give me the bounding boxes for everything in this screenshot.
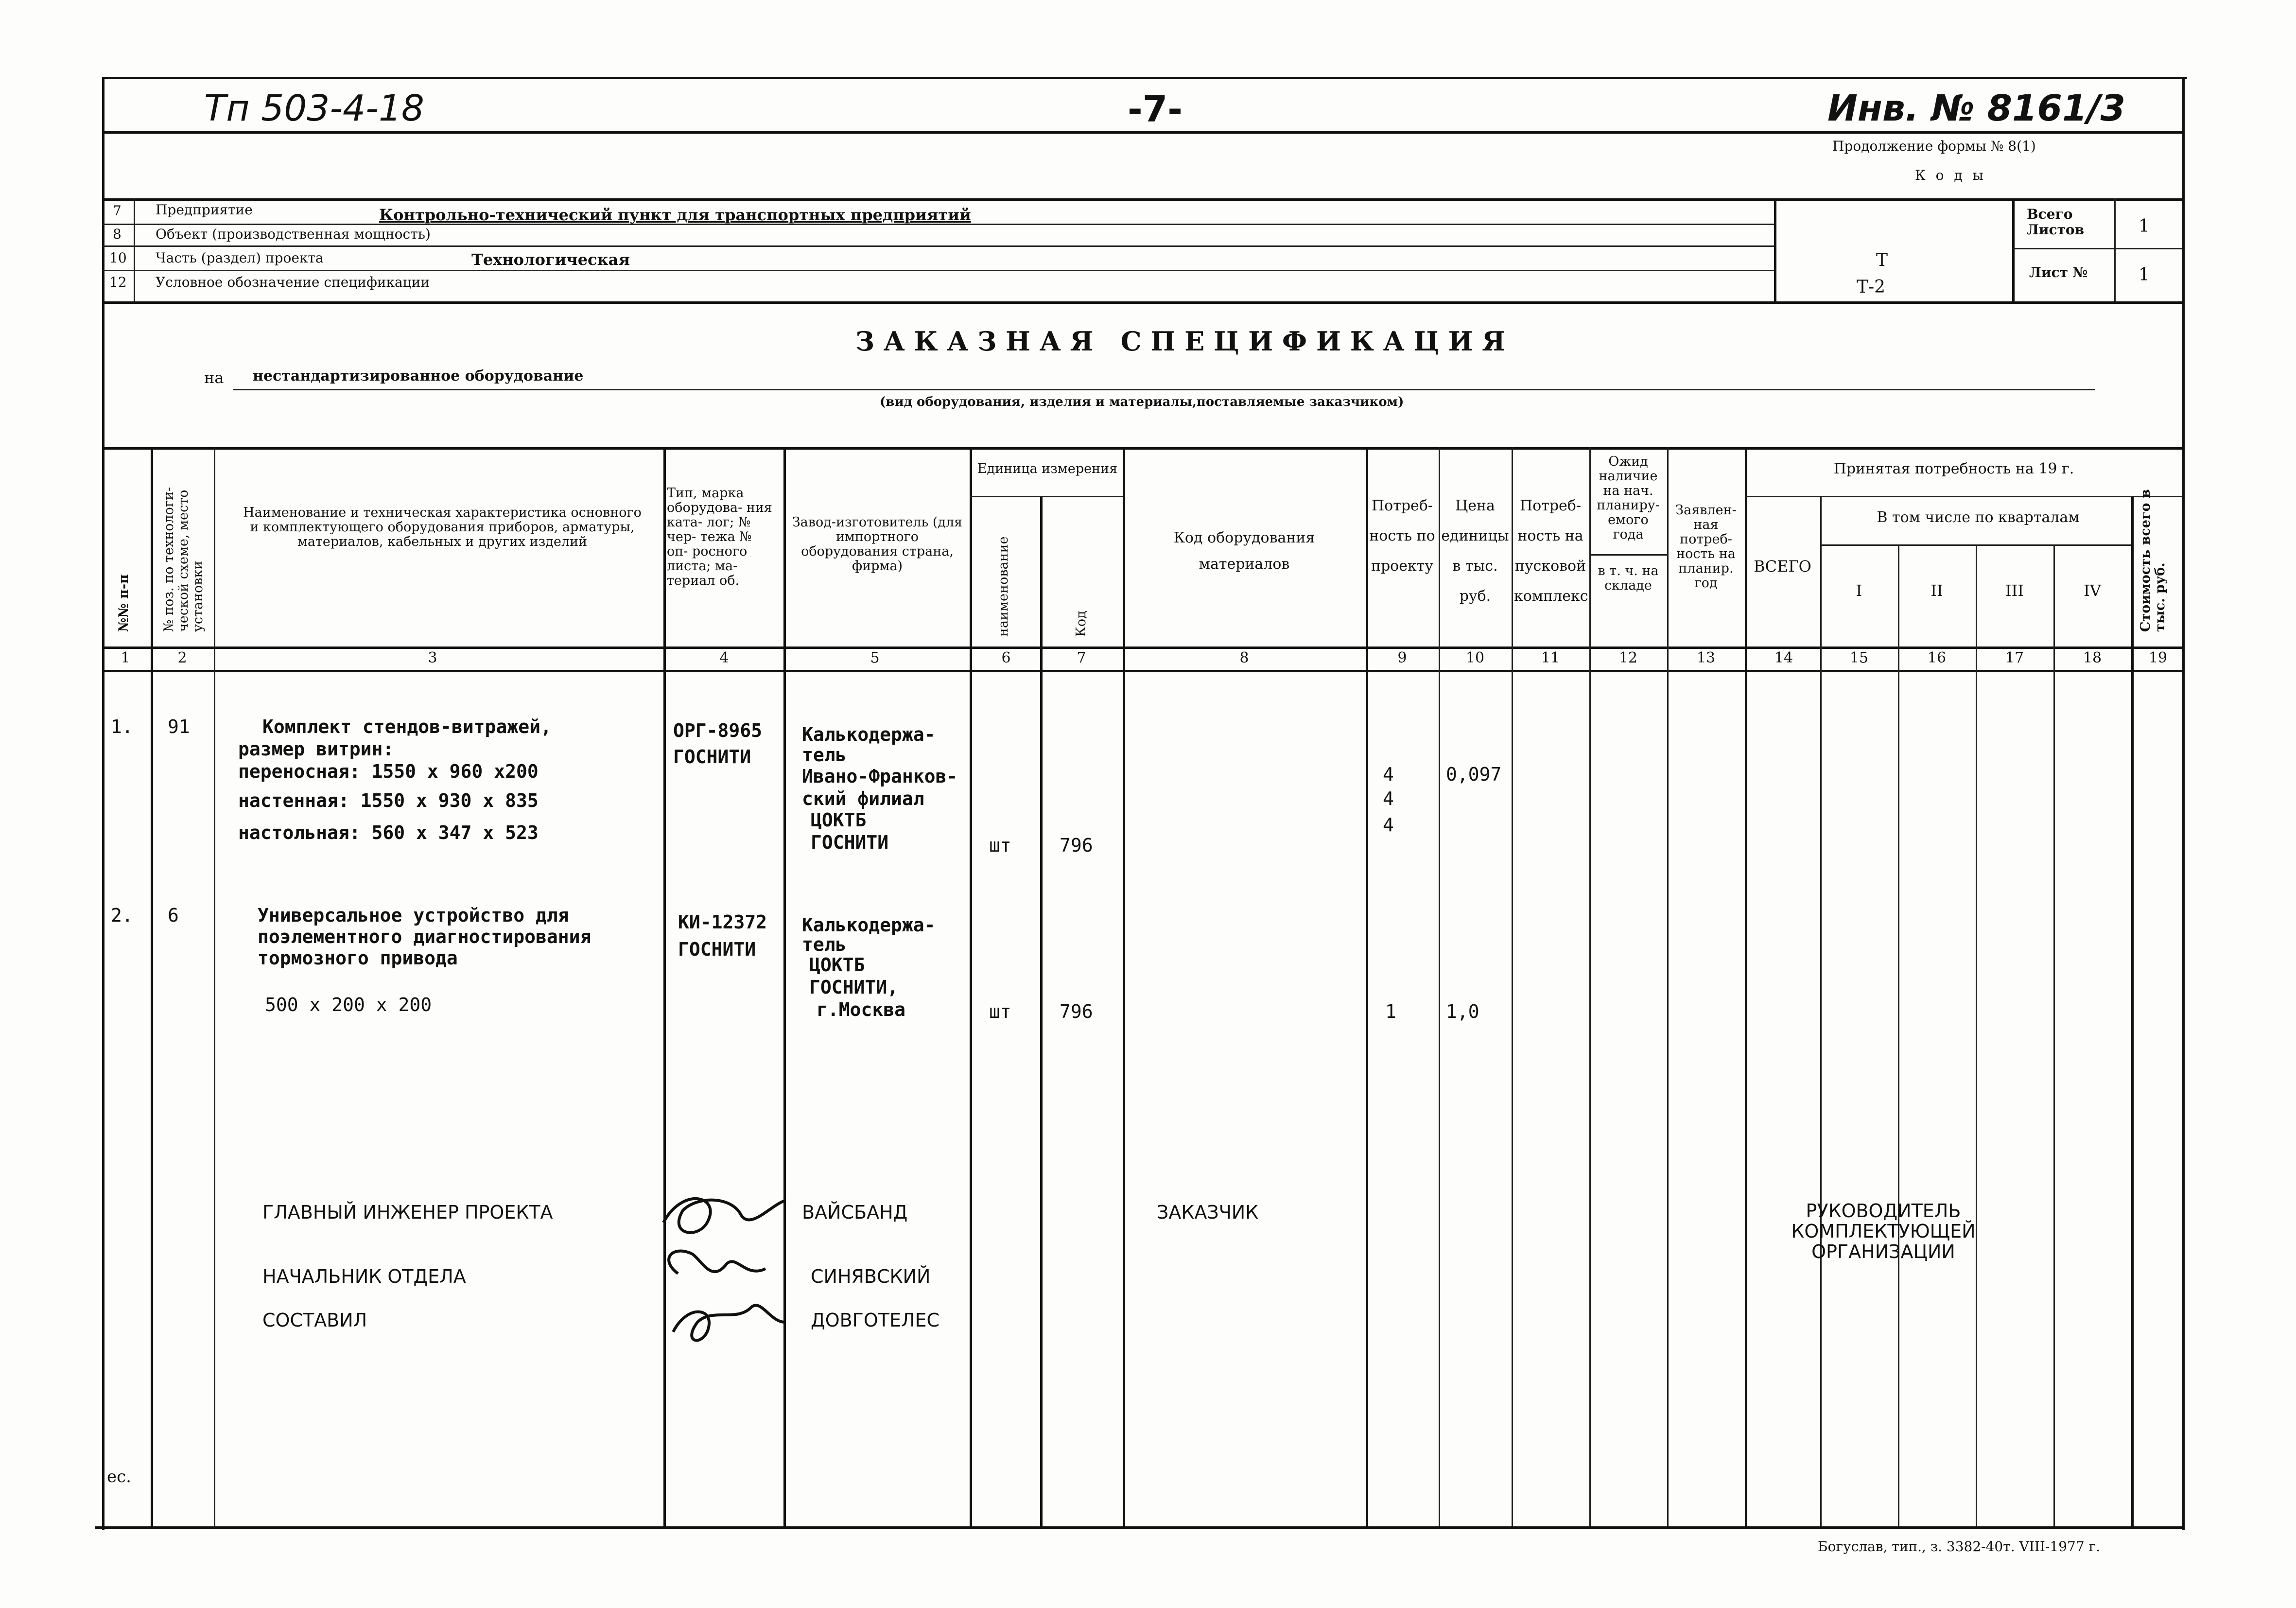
col-header-q4: IV <box>2084 581 2101 600</box>
row-quantity: 4 <box>1383 764 1394 785</box>
meta-row-label: Часть (раздел) проекта <box>156 250 324 266</box>
col-header-expected: Ожид наличие на нач. планиру- емого года <box>1597 454 1660 542</box>
col-header-cost: Стоимость всего в тыс. руб. <box>2138 489 2168 632</box>
column-number: 10 <box>1465 649 1485 666</box>
form-continuation: Продолжение формы № 8(1) <box>1832 138 2036 154</box>
meta-row-num: 7 <box>113 203 122 219</box>
col-header-startup-demand: Потреб- ность на пусковой комплекс <box>1514 497 1588 605</box>
col-header-q2: II <box>1931 581 1943 600</box>
compiler-label: СОСТАВИЛ <box>262 1310 367 1331</box>
row-name-line: 500 х 200 х 200 <box>265 994 432 1015</box>
column-number: 3 <box>428 649 437 666</box>
col-header-price: Цена единицы в тыс. руб. <box>1441 497 1509 605</box>
column-number: 4 <box>719 649 729 666</box>
column-number: 5 <box>870 649 880 666</box>
handwritten-signatures <box>654 1176 795 1381</box>
inventory-number: Инв. № 8161/3 <box>1827 87 2126 129</box>
document-title: З А К А З Н А Я С П Е Ц И Ф И К А Ц И Я <box>855 326 1505 357</box>
col-header-accepted-group: Принятая потребность на 19 г. <box>1833 460 2074 477</box>
col-header-demand: Потреб- ность по проекту <box>1369 497 1435 575</box>
sheets-total-label: Всего Листов <box>2027 206 2085 238</box>
row-position: 6 <box>168 905 179 926</box>
meta-row-label: Условное обозначение спецификации <box>156 274 430 290</box>
row-name-line: настенная: 1550 х 930 х 835 <box>238 790 539 811</box>
row-quantity: 4 <box>1383 814 1394 836</box>
spec-on-prefix: на <box>204 368 224 387</box>
compiler-name: ДОВГОТЕЛЕС <box>811 1310 940 1331</box>
column-number: 14 <box>1774 649 1793 666</box>
meta-row-num: 12 <box>109 274 127 290</box>
row-type-line: КИ-12372 <box>678 911 767 933</box>
row-type-line: ГОСНИТИ <box>678 939 756 960</box>
row-maker-line: тель <box>802 934 847 955</box>
meta-row-num: 8 <box>113 226 122 242</box>
col-header-unit-name: наименование <box>996 536 1011 637</box>
spec-code: Т-2 <box>1857 277 1886 297</box>
row-price: 1,0 <box>1446 1001 1479 1022</box>
row-maker-line: ГОСНИТИ <box>811 832 889 853</box>
supplier-head-label: РУКОВОДИТЕЛЬ КОМПЛЕКТУЮЩЕЙ ОРГАНИЗАЦИИ <box>1791 1200 1976 1262</box>
row-name-line: переносная: 1550 х 960 х200 <box>238 761 539 782</box>
row-maker-line: ГОСНИТИ, <box>809 977 899 998</box>
row-maker-line: Калькодержа- <box>802 914 936 936</box>
part-code: Т <box>1876 250 1888 270</box>
left-margin-mark: ес. <box>107 1467 131 1486</box>
meta-row-label: Предприятие <box>156 202 253 218</box>
row-name-line: тормозного привода <box>258 947 458 969</box>
spec-on-caption: (вид оборудования, изделия и материалы,поставляемые заказчиком) <box>880 395 1404 409</box>
col-header-position: № поз. по технологи- ческой схеме, место установки <box>161 487 206 632</box>
col-header-q3: III <box>2005 581 2024 600</box>
chief-engineer-label: ГЛАВНЫЙ ИНЖЕНЕР ПРОЕКТА <box>262 1202 553 1223</box>
column-number-row <box>102 670 2185 672</box>
column-number: 6 <box>1001 649 1011 666</box>
col-header-maker: Завод-изготовитель (для импортного оборудования страна, фирма) <box>792 515 963 574</box>
dept-head-name: СИНЯВСКИЙ <box>811 1266 931 1287</box>
sheet-number-label: Лист № <box>2029 264 2088 280</box>
dept-head-label: НАЧАЛЬНИК ОТДЕЛА <box>262 1266 466 1287</box>
row-name-line: настольная: 560 х 347 х 523 <box>238 822 539 843</box>
column-number: 19 <box>2148 649 2168 666</box>
col-header-equipment-code: Код оборудования материалов <box>1173 529 1315 573</box>
column-number: 9 <box>1397 649 1407 666</box>
col-header-name: Наименование и техническая характеристика основного и комплектующего оборудования приборов, арматуры, материалов, кабельных и других изделий <box>243 505 642 549</box>
customer-label: ЗАКАЗЧИК <box>1157 1202 1259 1223</box>
header-rule <box>102 131 2185 134</box>
row-name-line: Универсальное устройство для <box>258 905 569 926</box>
row-unit-code: 796 <box>1060 1001 1093 1022</box>
row-maker-line: г.Москва <box>817 999 906 1020</box>
row-unit: шт <box>989 1001 1011 1022</box>
meta-row-label: Объект (производственная мощность) <box>156 226 431 242</box>
column-number: 13 <box>1696 649 1716 666</box>
sheet-number-value: 1 <box>2139 265 2150 285</box>
frame-right <box>2182 77 2185 1530</box>
chief-engineer-name: ВАЙСБАНД <box>802 1202 908 1223</box>
table-header-bottom <box>102 647 2185 649</box>
row-name-line: поэлементного диагностирования <box>258 926 591 947</box>
row-maker-line: ЦОКТБ <box>811 809 867 831</box>
spec-on-value: нестандартизированное оборудование <box>253 367 584 385</box>
column-number: 11 <box>1541 649 1560 666</box>
printer-imprint: Богуслав, тип., з. 3382-40т. VIII-1977 г. <box>1818 1538 2101 1555</box>
row-number: 1. <box>111 716 133 737</box>
signature-mark <box>673 1305 785 1340</box>
doc-code: Тп 503-4-18 <box>204 87 424 129</box>
meta-row-value: Технологическая <box>471 250 630 269</box>
column-number: 16 <box>1927 649 1947 666</box>
row-maker-line: ский филиал <box>802 788 924 809</box>
column-number: 2 <box>177 649 187 666</box>
row-position: 91 <box>168 716 190 737</box>
table-top-rule <box>102 447 2185 450</box>
frame-top <box>102 77 2187 79</box>
row-unit: шт <box>989 835 1011 856</box>
col-header-num: №№ п-п <box>116 574 131 632</box>
col-header-quarters-group: В том числе по кварталам <box>1877 509 2080 526</box>
row-type-line: ГОСНИТИ <box>673 746 751 768</box>
row-type-line: ОРГ-8965 <box>673 720 763 741</box>
meta-top-rule <box>102 198 2185 201</box>
col-header-in-stock: в т. ч. на складе <box>1598 563 1659 593</box>
column-number: 8 <box>1239 649 1249 666</box>
row-price: 0,097 <box>1446 764 1502 785</box>
frame-bottom <box>95 1526 2185 1529</box>
row-name-line: Комплект стендов-витражей, <box>262 716 552 737</box>
row-number: 2. <box>111 905 133 926</box>
column-number: 18 <box>2083 649 2102 666</box>
row-maker-line: тель <box>802 744 847 766</box>
column-number: 15 <box>1849 649 1869 666</box>
row-name-line: размер витрин: <box>238 738 394 760</box>
col-header-type: Тип, марка оборудова- ния ката- лог; № чер- тежа № оп- росного листа; ма- териал об. <box>667 486 772 588</box>
col-header-total: ВСЕГО <box>1754 557 1811 576</box>
row-unit-code: 796 <box>1060 835 1093 856</box>
column-number: 1 <box>121 649 130 666</box>
meta-row-num: 10 <box>109 250 127 266</box>
col-header-unit-code: Код <box>1074 611 1089 637</box>
meta-bottom-rule <box>102 301 2185 304</box>
row-maker-line: ЦОКТБ <box>809 954 865 976</box>
column-number: 7 <box>1077 649 1086 666</box>
column-number: 17 <box>2005 649 2024 666</box>
row-quantity: 1 <box>1385 1001 1396 1022</box>
page-number: -7- <box>1128 88 1183 130</box>
meta-row-value: Контрольно-технический пункт для транспортных предприятий <box>379 206 971 224</box>
signature-mark <box>663 1199 785 1233</box>
sheets-total-value: 1 <box>2139 216 2150 236</box>
codes-label: К о д ы <box>1915 167 1986 183</box>
col-header-declared: Заявлен- ная потреб- ность на планир. год <box>1675 503 1737 591</box>
signature-mark <box>669 1251 765 1274</box>
row-maker-line: Ивано-Франков- <box>802 766 958 787</box>
row-quantity: 4 <box>1383 788 1394 809</box>
column-number: 12 <box>1618 649 1638 666</box>
col-header-q1: I <box>1856 581 1862 600</box>
row-maker-line: Калькодержа- <box>802 724 936 745</box>
frame-left <box>102 77 104 1530</box>
col-header-unit-group: Единица измерения <box>977 461 1118 476</box>
